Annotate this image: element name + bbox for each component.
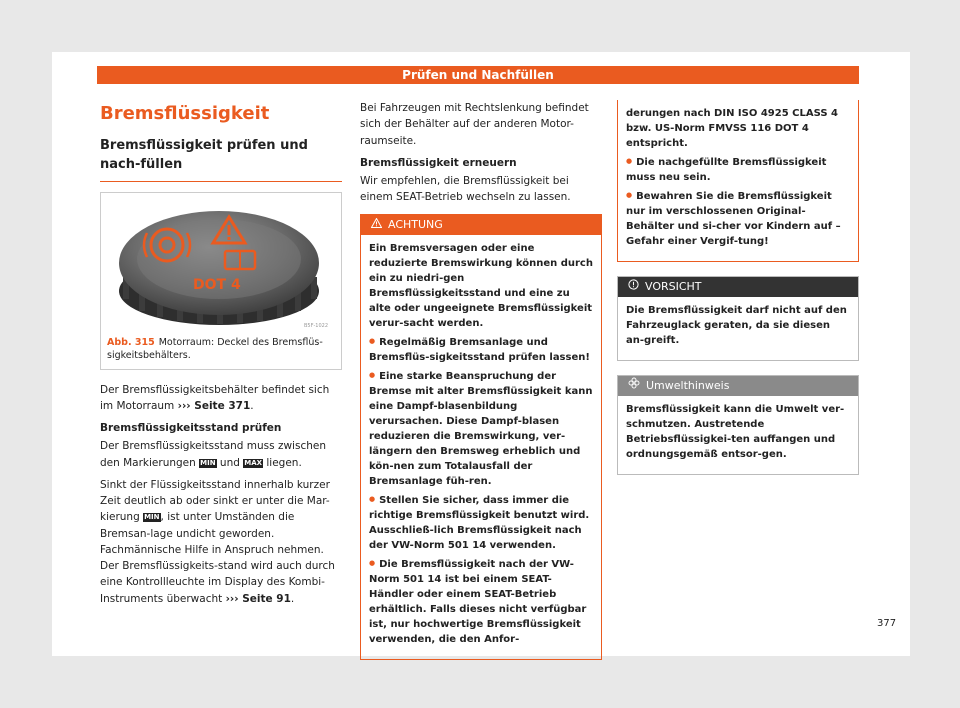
heading-renew-fluid: Bremsflüssigkeit erneuern <box>360 156 517 169</box>
warning-triangle-icon <box>371 215 382 235</box>
flower-icon <box>628 376 640 396</box>
page-reference-link[interactable]: ››› Seite 371 <box>177 399 251 412</box>
chapter-header: Prüfen und Nachfüllen <box>97 66 859 84</box>
caution-title: VORSICHT <box>645 280 702 293</box>
text: Sinkt der Flüssigkeitsstand innerhalb kurzer Zeit deutlich ab oder sinkt er unter die Mar-kierung <box>100 478 330 524</box>
brake-fluid-cap-image <box>101 193 341 331</box>
min-marking: MIN <box>144 513 160 522</box>
page-number: 377 <box>877 618 897 629</box>
figure-315 <box>100 192 342 370</box>
page-reference-link[interactable]: ››› Seite 91 <box>225 592 291 605</box>
warning-continued-text: derungen nach DIN ISO 4925 CLASS 4 bzw. US-Norm FMVSS 116 DOT 4 entspricht. <box>626 108 838 149</box>
column-left <box>100 100 342 613</box>
column-right <box>617 100 859 475</box>
environment-box <box>617 375 859 475</box>
figure-caption <box>101 331 341 369</box>
warning-bullet: ● Regelmäßig Bremsanlage und Bremsflüs-sigkeitsstand prüfen lassen! <box>369 335 593 365</box>
warning-bullet: ● Die Bremsflüssigkeit nach der VW-Norm 501 14 ist bei einem SEAT-Händler oder einem SEAT-Betrieb erhältlich. Falls dieses nicht verfügbar ist, nur hochwertige Bremsflüssigkeit verwenden, die den Anfor- <box>369 557 593 647</box>
max-marking: MAX <box>244 458 263 467</box>
figure-code: B5F-1022 <box>304 322 329 329</box>
paragraph-renew: Wir empfehlen, die Bremsflüssigkeit bei einem SEAT-Betrieb wechseln zu lassen. <box>360 175 571 204</box>
section-subtitle: Bremsflüssigkeit prüfen und nach-füllen <box>100 136 342 182</box>
warning-title: ACHTUNG <box>388 217 443 231</box>
warning-header <box>361 215 601 235</box>
caution-body <box>618 297 858 360</box>
paragraph-reservoir-location <box>100 382 342 415</box>
min-marking: MIN <box>200 458 216 467</box>
section-title: Bremsflüssigkeit <box>100 103 270 124</box>
warning-bullet: ● Stellen Sie sicher, dass immer die richtige Bremsflüssigkeit benutzt wird. Ausschließ-lich Bremsflüssigkeit nach der VW-Norm 501 14 verwenden. <box>369 493 593 553</box>
warning-bullet: ● Bewahren Sie die Bremsflüssigkeit nur im verschlossenen Original-Behälter und si-cher vor Kindern auf – Gefahr einer Vergif-tung! <box>626 189 850 249</box>
text: . <box>250 399 254 412</box>
environment-header <box>618 376 858 396</box>
heading-check-level: Bremsflüssigkeitsstand prüfen <box>100 422 282 435</box>
paragraph-level-range <box>100 438 342 471</box>
text: Der Bremsflüssigkeitsstand muss zwischen den Markierungen <box>100 440 326 469</box>
text: und <box>219 456 240 469</box>
environment-body <box>618 396 858 474</box>
warning-body <box>361 235 601 659</box>
caution-text: Die Bremsflüssigkeit darf nicht auf den Fahrzeuglack geraten, da sie diesen an-greift. <box>626 305 847 346</box>
warning-bullet: ● Die nachgefüllte Bremsflüssigkeit muss neu sein. <box>626 155 850 185</box>
dot4-cap-text: DOT 4 <box>193 276 241 293</box>
figure-label: Abb. 315 <box>107 336 155 348</box>
warning-body-continued <box>618 100 858 261</box>
text: Der Bremsflüssigkeitsbehälter befindet sich im Motorraum <box>100 383 330 412</box>
reservoir-cap-drawing <box>101 193 341 331</box>
exclamation-circle-icon <box>628 277 639 297</box>
column-middle <box>360 100 602 660</box>
text: , ist unter Umständen die Bremsan-lage undicht geworden. Fachmännische Hilfe in Anspruch nehmen. Der Bremsflüssigkeits-stand wird auch durch eine Kontrollleuchte im Display des Kombi-Instruments überwacht <box>100 511 335 605</box>
environment-text: Bremsflüssigkeit kann die Umwelt ver-schmutzen. Austretende Betriebsflüssigkei-ten auffangen und ordnungsgemäß entsor-gen. <box>626 404 845 460</box>
text: liegen. <box>266 456 302 469</box>
text: . <box>290 592 295 605</box>
warning-intro: Ein Bremsversagen oder eine reduzierte Bremswirkung können durch ein zu niedri-gen Bremsflüssigkeitsstand und eine zu alte oder ungeeignete Bremsflüssigkeit verur-sacht werden. <box>369 242 593 329</box>
environment-title: Umwelthinweis <box>646 379 730 392</box>
paragraph-right-hand-drive: Bei Fahrzeugen mit Rechtslenkung befindet sich der Behälter auf der anderen Motor-raumseite. <box>360 102 589 147</box>
caution-header <box>618 277 858 297</box>
paragraph-level-drop <box>100 477 342 607</box>
warning-box-continued <box>617 100 859 262</box>
warning-bullet: ● Eine starke Beanspruchung der Bremse mit alter Bremsflüssigkeit kann eine Dampf-blasenbildung verursachen. Diese Dampf-blasen reduzieren die Bremswirkung, ver-längern den Bremsweg erheblich und kön-nen zum Totalausfall der Bremsanlage füh-ren. <box>369 369 593 489</box>
figure-caption-text: Motorraum: Deckel des Bremsflüs-sigkeitsbehälters. <box>107 336 323 361</box>
warning-box <box>360 214 602 660</box>
caution-box <box>617 276 859 361</box>
